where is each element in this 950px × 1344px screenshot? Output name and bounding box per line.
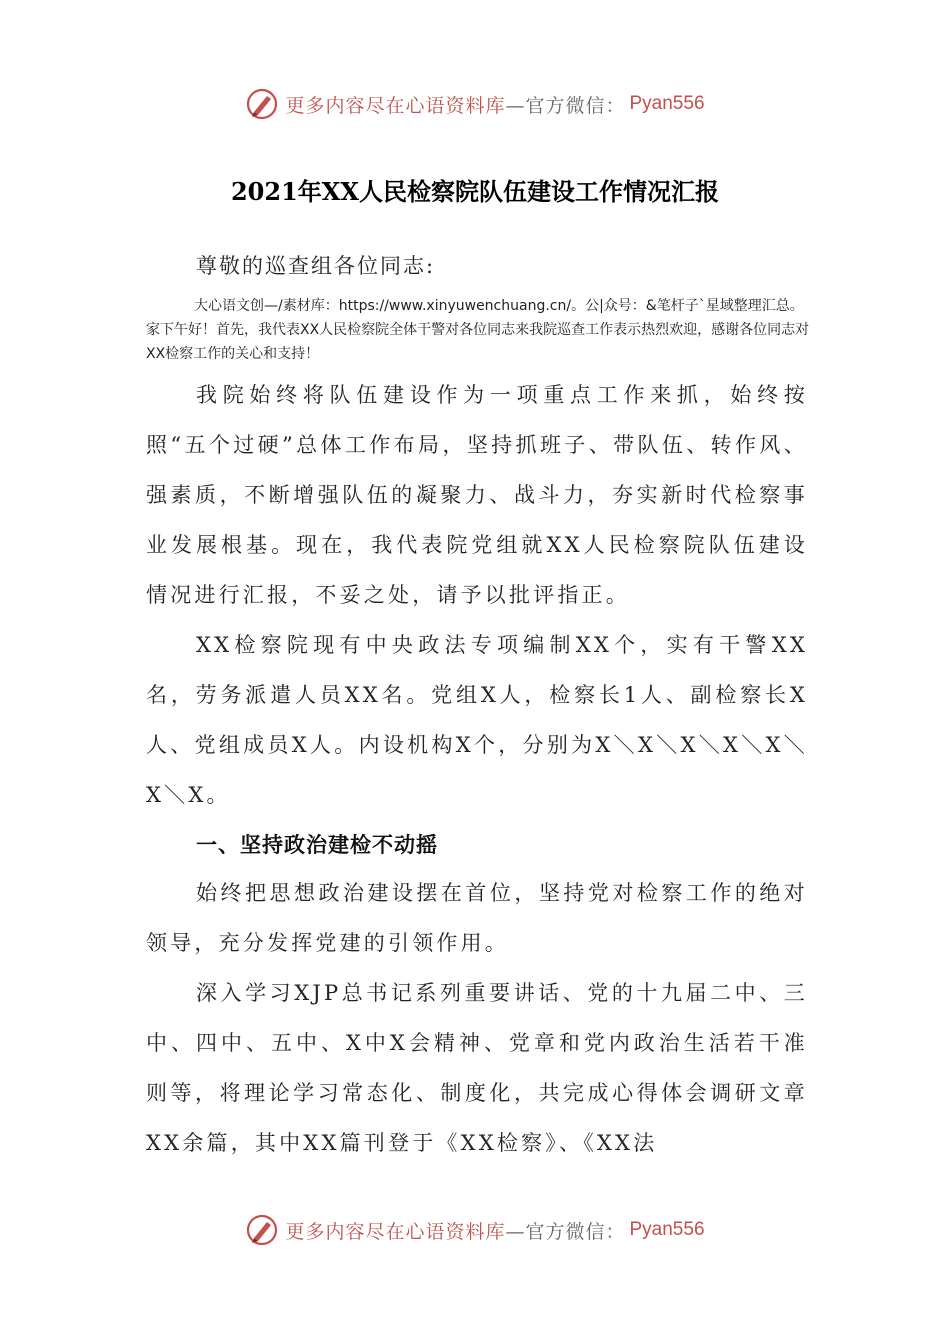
banner-text-library: 更多内容尽在心语资料库 [285, 94, 506, 117]
paragraph-study: 深入学习XJP总书记系列重要讲话、党的十九届二中、三中、四中、五中、X中X会精神、党章和党内政治生活若干准则等，将理论学习常态化、制度化，共完成心得体会调研文章XX余篇，其中XX篇刊登于《XX检察》、《XX法 [146, 981, 808, 1155]
paragraph-staffing: XX检察院现有中央政法专项编制XX个，实有干警XX名，劳务派遣人员XX名。党组X人，检察长1人、副检察长X人、党组成员X人。内设机构X个，分别为X＼X＼X＼X＼X＼X＼X。 [146, 633, 808, 807]
pen-circle-logo-icon [245, 87, 279, 121]
banner-text-wechat: —官方微信： [505, 94, 626, 117]
salutation: 尊敬的巡查组各位同志: [196, 254, 436, 278]
source-note: 大心语文创—/素材库：https://www.xinyuwenchuang.cn/。公|众号：&笔杆子`星域整理汇总。家下午好！首先，我代表XX人民检察院全体干警对各位同志来我院巡查工作表示热烈欢迎，感谢各位同志对XX检察工作的关心和支持！ [146, 298, 810, 362]
banner-text-id: Pyan556 [629, 1219, 705, 1240]
section-heading-1: 一、坚持政治建检不动摇 [196, 833, 438, 857]
pen-circle-logo-icon [245, 1213, 279, 1247]
paragraph-intro: 我院始终将队伍建设作为一项重点工作来抓，始终按照“五个过硬”总体工作布局，坚持抓班子、带队伍、转作风、强素质，不断增强队伍的凝聚力、战斗力，夯实新时代检察事业发展根基。现在，我代表院党组就XX人民检察院队伍建设情况进行汇报，不妥之处，请予以批评指正。 [146, 383, 808, 607]
banner-text-id: Pyan556 [629, 93, 705, 114]
footer-watermark-banner [0, 1208, 950, 1252]
banner-text-library: 更多内容尽在心语资料库 [285, 1220, 506, 1243]
document-title: 2021年XX人民检察院队伍建设工作情况汇报 [230, 177, 720, 206]
header-watermark-banner [0, 82, 950, 126]
banner-text-wechat: —官方微信： [505, 1220, 626, 1243]
paragraph-political: 始终把思想政治建设摆在首位，坚持党对检察工作的绝对领导，充分发挥党建的引领作用。 [146, 881, 808, 955]
